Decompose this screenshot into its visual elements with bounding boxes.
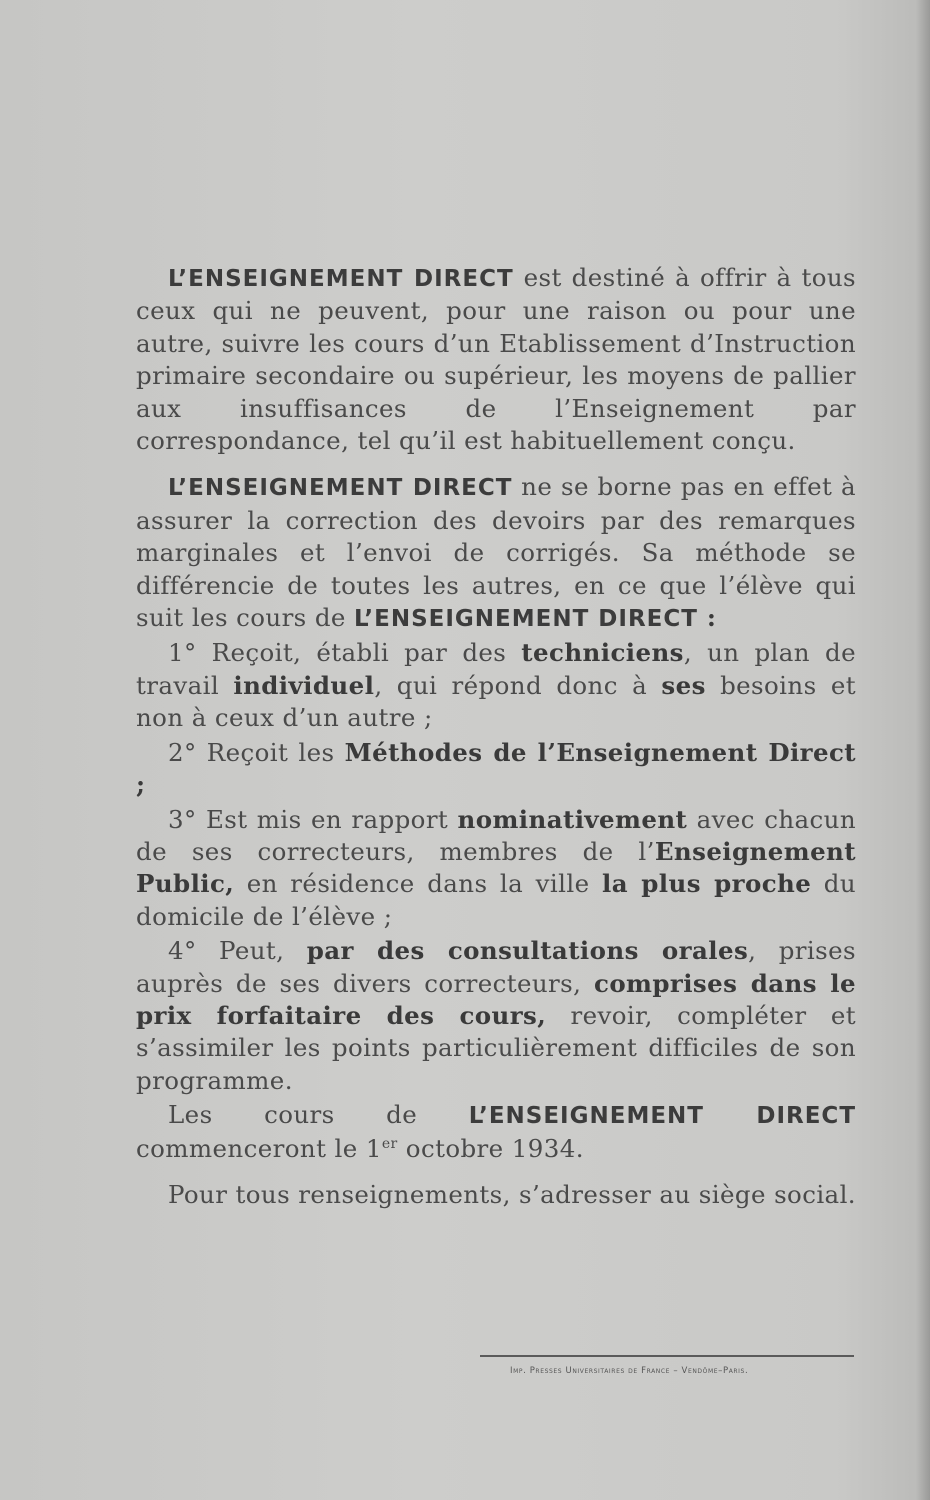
paragraph-method: L’ENSEIGNEMENT DIRECT ne se borne pas en effet à assurer la correction des devoirs par des remarques marginales et l’envoi de corrigés. Sa méthode se différencie de toutes les autres, en ce que l’élève qui suit les cours de L’ENSEIGNEMENT DIRECT : bbox=[136, 472, 856, 633]
brand-name: L’ENSEIGNEMENT DIRECT bbox=[168, 475, 513, 502]
brand-name: L’ENSEIGNEMENT DIRECT bbox=[468, 1103, 857, 1130]
list-item-2: 2° Reçoit les Méthodes de l’Enseignement Direct ; bbox=[136, 737, 857, 800]
body-text bbox=[136, 262, 856, 1211]
list-item-4: 4° Peut, par des consultations orales, prises auprès de ses divers correcteurs, comprises dans le prix forfaitaire des cours, revoir, compléter et s’assimiler les points particulièrement difficiles de son programme. bbox=[136, 936, 857, 1095]
page-edge-shadow bbox=[916, 0, 930, 1500]
brand-name: L’ENSEIGNEMENT DIRECT bbox=[354, 606, 698, 633]
brand-name: L’ENSEIGNEMENT DIRECT bbox=[168, 266, 514, 292]
printer-imprint: Imp. Presses Universitaires de France – Vendôme–Paris. bbox=[510, 1366, 749, 1376]
list-item-1: 1° Reçoit, établi par des techniciens, un plan de travail individuel, qui répond donc à ses besoins et non à ceux d’un autre ; bbox=[136, 638, 856, 733]
paragraph-start-date: Les cours de L’ENSEIGNEMENT DIRECT commenceront le 1er octobre 1934. bbox=[136, 1100, 857, 1163]
paragraph-contact: Pour tous renseignements, s’adresser au siège social. bbox=[168, 1179, 856, 1209]
list-item-3: 3° Est mis en rapport nominativement avec chacun de ses correcteurs, membres de l’Enseignement Public, en résidence dans la ville la plus proche du domicile de l’élève ; bbox=[136, 804, 856, 931]
paragraph-intro: L’ENSEIGNEMENT DIRECT est destiné à offrir à tous ceux qui ne peuvent, pour une raison ou pour une autre, suivre les cours d’un Etablissement d’Instruction primaire secondaire ou supérieur, les moyens de pallier aux insuffisances de l’Enseignement par correspondance, tel qu’il est habituellement conçu. bbox=[136, 263, 856, 456]
footer-rule bbox=[480, 1355, 854, 1357]
